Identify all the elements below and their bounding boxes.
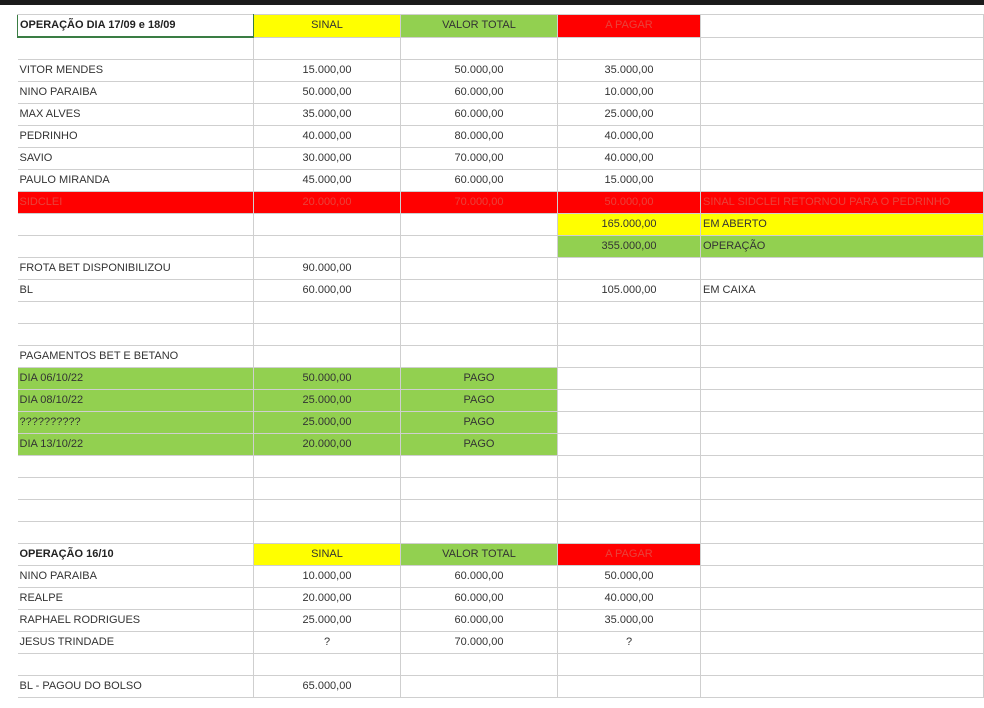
sheet-row [18, 170, 984, 192]
cell-c20[interactable]: PAGO [401, 434, 558, 456]
sheet-row [18, 15, 984, 38]
cell-c4[interactable]: 60.000,00 [401, 82, 558, 104]
sheet-row [18, 522, 984, 544]
cell-b1[interactable]: SINAL [254, 15, 401, 38]
cell-b3[interactable]: 15.000,00 [254, 60, 401, 82]
cell-c11[interactable] [401, 236, 558, 258]
cell-b19[interactable]: 25.000,00 [254, 412, 401, 434]
cell-e6[interactable] [701, 126, 984, 148]
cell-d17[interactable] [558, 368, 701, 390]
cell-b4[interactable]: 50.000,00 [254, 82, 401, 104]
cell-c14[interactable] [401, 302, 558, 324]
cell-d1[interactable]: A PAGAR [558, 15, 701, 38]
cell-c13[interactable] [401, 280, 558, 302]
cell-c28[interactable]: 60.000,00 [401, 610, 558, 632]
cell-a23[interactable] [18, 500, 254, 522]
cell-b6[interactable]: 40.000,00 [254, 126, 401, 148]
cell-d28[interactable]: 35.000,00 [558, 610, 701, 632]
cell-a28[interactable]: RAPHAEL RODRIGUES [18, 610, 254, 632]
cell-c24[interactable] [401, 522, 558, 544]
cell-b12[interactable]: 90.000,00 [254, 258, 401, 280]
cell-c17[interactable]: PAGO [401, 368, 558, 390]
cell-c9[interactable]: 70.000,00 [401, 192, 558, 214]
cell-c26[interactable]: 60.000,00 [401, 566, 558, 588]
sheet-row [18, 368, 984, 390]
cell-e13[interactable]: EM CAIXA [701, 280, 984, 302]
sheet-row [18, 104, 984, 126]
cell-a13[interactable]: BL [18, 280, 254, 302]
cell-c25[interactable]: VALOR TOTAL [401, 544, 558, 566]
cell-d12[interactable] [558, 258, 701, 280]
cell-d13[interactable]: 105.000,00 [558, 280, 701, 302]
cell-d9[interactable]: 50.000,00 [558, 192, 701, 214]
cell-a29[interactable]: JESUS TRINDADE [18, 632, 254, 654]
cell-e3[interactable] [701, 60, 984, 82]
cell-a5[interactable]: MAX ALVES [18, 104, 254, 126]
cell-b13[interactable]: 60.000,00 [254, 280, 401, 302]
cell-e18[interactable] [701, 390, 984, 412]
cell-a6[interactable]: PEDRINHO [18, 126, 254, 148]
cell-e31[interactable] [701, 676, 984, 698]
cell-c8[interactable]: 60.000,00 [401, 170, 558, 192]
sheet-row [18, 214, 984, 236]
cell-a4[interactable]: NINO PARAIBA [18, 82, 254, 104]
cell-d19[interactable] [558, 412, 701, 434]
cell-d11[interactable]: 355.000,00 [558, 236, 701, 258]
sheet-row [18, 390, 984, 412]
cell-a9[interactable]: SIDCLEI [18, 192, 254, 214]
cell-b14[interactable] [254, 302, 401, 324]
cell-a22[interactable] [18, 478, 254, 500]
cell-b27[interactable]: 20.000,00 [254, 588, 401, 610]
cell-e16[interactable] [701, 346, 984, 368]
window-top-edge [0, 0, 984, 5]
cell-b28[interactable]: 25.000,00 [254, 610, 401, 632]
cell-a2[interactable] [18, 37, 254, 60]
cell-b30[interactable] [254, 654, 401, 676]
cell-d25[interactable]: A PAGAR [558, 544, 701, 566]
cell-e1[interactable] [701, 15, 984, 38]
cell-b25[interactable]: SINAL [254, 544, 401, 566]
cell-b11[interactable] [254, 236, 401, 258]
cell-b17[interactable]: 50.000,00 [254, 368, 401, 390]
sheet-row [18, 632, 984, 654]
cell-a30[interactable] [18, 654, 254, 676]
cell-d22[interactable] [558, 478, 701, 500]
cell-e24[interactable] [701, 522, 984, 544]
sheet-row [18, 588, 984, 610]
cell-a3[interactable]: VITOR MENDES [18, 60, 254, 82]
cell-b18[interactable]: 25.000,00 [254, 390, 401, 412]
cell-e21[interactable] [701, 456, 984, 478]
sheet-row [18, 236, 984, 258]
sheet-row [18, 60, 984, 82]
cell-c21[interactable] [401, 456, 558, 478]
cell-d29[interactable]: ? [558, 632, 701, 654]
cell-d7[interactable]: 40.000,00 [558, 148, 701, 170]
cell-e9[interactable]: SINAL SIDCLEI RETORNOU PARA O PEDRINHO [701, 192, 984, 214]
cell-d6[interactable]: 40.000,00 [558, 126, 701, 148]
cell-a17[interactable]: DIA 06/10/22 [18, 368, 254, 390]
cell-e12[interactable] [701, 258, 984, 280]
cell-a19[interactable]: ?????????? [18, 412, 254, 434]
cell-a21[interactable] [18, 456, 254, 478]
cell-b9[interactable]: 20.000,00 [254, 192, 401, 214]
cell-d5[interactable]: 25.000,00 [558, 104, 701, 126]
cell-a12[interactable]: FROTA BET DISPONIBILIZOU [18, 258, 254, 280]
cell-c18[interactable]: PAGO [401, 390, 558, 412]
cell-d20[interactable] [558, 434, 701, 456]
cell-d14[interactable] [558, 302, 701, 324]
cell-d8[interactable]: 15.000,00 [558, 170, 701, 192]
cell-e8[interactable] [701, 170, 984, 192]
sheet-row [18, 566, 984, 588]
cell-c16[interactable] [401, 346, 558, 368]
cell-a16[interactable]: PAGAMENTOS BET E BETANO [18, 346, 254, 368]
cell-c31[interactable] [401, 676, 558, 698]
cell-a1[interactable]: OPERAÇÃO DIA 17/09 e 18/09 [18, 15, 254, 38]
cell-e28[interactable] [701, 610, 984, 632]
cell-e26[interactable] [701, 566, 984, 588]
sheet-row [18, 37, 984, 60]
cell-d31[interactable] [558, 676, 701, 698]
cell-b24[interactable] [254, 522, 401, 544]
sheet-row [18, 676, 984, 698]
cell-b5[interactable]: 35.000,00 [254, 104, 401, 126]
cell-b8[interactable]: 45.000,00 [254, 170, 401, 192]
cell-d24[interactable] [558, 522, 701, 544]
cell-c12[interactable] [401, 258, 558, 280]
cell-b2[interactable] [254, 37, 401, 60]
cell-d21[interactable] [558, 456, 701, 478]
cell-e2[interactable] [701, 37, 984, 60]
cell-a18[interactable]: DIA 08/10/22 [18, 390, 254, 412]
cell-a7[interactable]: SAVIO [18, 148, 254, 170]
sheet-row [18, 500, 984, 522]
sheet-row [18, 456, 984, 478]
cell-c19[interactable]: PAGO [401, 412, 558, 434]
cell-d18[interactable] [558, 390, 701, 412]
cell-a14[interactable] [18, 302, 254, 324]
sheet-row [18, 126, 984, 148]
cell-e7[interactable] [701, 148, 984, 170]
cell-a10[interactable] [18, 214, 254, 236]
cell-e15[interactable] [701, 324, 984, 346]
cell-c3[interactable]: 50.000,00 [401, 60, 558, 82]
spreadsheet-grid [17, 14, 984, 698]
cell-a24[interactable] [18, 522, 254, 544]
cell-c6[interactable]: 80.000,00 [401, 126, 558, 148]
cell-e19[interactable] [701, 412, 984, 434]
cell-d3[interactable]: 35.000,00 [558, 60, 701, 82]
cell-b26[interactable]: 10.000,00 [254, 566, 401, 588]
cell-d10[interactable]: 165.000,00 [558, 214, 701, 236]
cell-a11[interactable] [18, 236, 254, 258]
cell-a27[interactable]: REALPE [18, 588, 254, 610]
cell-e22[interactable] [701, 478, 984, 500]
cell-c23[interactable] [401, 500, 558, 522]
cell-e14[interactable] [701, 302, 984, 324]
cell-d27[interactable]: 40.000,00 [558, 588, 701, 610]
cell-d4[interactable]: 10.000,00 [558, 82, 701, 104]
sheet-row [18, 192, 984, 214]
cell-c1[interactable]: VALOR TOTAL [401, 15, 558, 38]
sheet-row [18, 610, 984, 632]
sheet-row [18, 412, 984, 434]
sheet-row [18, 346, 984, 368]
cell-b29[interactable]: ? [254, 632, 401, 654]
cell-a20[interactable]: DIA 13/10/22 [18, 434, 254, 456]
cell-c2[interactable] [401, 37, 558, 60]
cell-e10[interactable]: EM ABERTO [701, 214, 984, 236]
cell-c15[interactable] [401, 324, 558, 346]
cell-a8[interactable]: PAULO MIRANDA [18, 170, 254, 192]
cell-b16[interactable] [254, 346, 401, 368]
cell-c5[interactable]: 60.000,00 [401, 104, 558, 126]
sheet-row [18, 654, 984, 676]
cell-e30[interactable] [701, 654, 984, 676]
cell-c22[interactable] [401, 478, 558, 500]
sheet-row [18, 148, 984, 170]
cell-d16[interactable] [558, 346, 701, 368]
cell-b31[interactable]: 65.000,00 [254, 676, 401, 698]
cell-b22[interactable] [254, 478, 401, 500]
cell-a31[interactable]: BL - PAGOU DO BOLSO [18, 676, 254, 698]
cell-d26[interactable]: 50.000,00 [558, 566, 701, 588]
cell-c7[interactable]: 70.000,00 [401, 148, 558, 170]
cell-e17[interactable] [701, 368, 984, 390]
cell-b10[interactable] [254, 214, 401, 236]
cell-e23[interactable] [701, 500, 984, 522]
sheet-row [18, 544, 984, 566]
cell-a15[interactable] [18, 324, 254, 346]
cell-c27[interactable]: 60.000,00 [401, 588, 558, 610]
cell-e5[interactable] [701, 104, 984, 126]
cell-b21[interactable] [254, 456, 401, 478]
cell-d30[interactable] [558, 654, 701, 676]
cell-e20[interactable] [701, 434, 984, 456]
sheet-row [18, 258, 984, 280]
cell-e27[interactable] [701, 588, 984, 610]
sheet-row [18, 302, 984, 324]
sheet-row [18, 280, 984, 302]
cell-e29[interactable] [701, 632, 984, 654]
cell-e11[interactable]: OPERAÇÃO [701, 236, 984, 258]
cell-b23[interactable] [254, 500, 401, 522]
cell-a26[interactable]: NINO PARAIBA [18, 566, 254, 588]
cell-e25[interactable] [701, 544, 984, 566]
cell-d23[interactable] [558, 500, 701, 522]
cell-b20[interactable]: 20.000,00 [254, 434, 401, 456]
sheet-row [18, 434, 984, 456]
cell-d2[interactable] [558, 37, 701, 60]
cell-c30[interactable] [401, 654, 558, 676]
cell-c29[interactable]: 70.000,00 [401, 632, 558, 654]
cell-e4[interactable] [701, 82, 984, 104]
sheet-row [18, 324, 984, 346]
sheet-row [18, 478, 984, 500]
cell-b15[interactable] [254, 324, 401, 346]
cell-c10[interactable] [401, 214, 558, 236]
cell-a25[interactable]: OPERAÇÃO 16/10 [18, 544, 254, 566]
cell-d15[interactable] [558, 324, 701, 346]
sheet-row [18, 82, 984, 104]
cell-b7[interactable]: 30.000,00 [254, 148, 401, 170]
